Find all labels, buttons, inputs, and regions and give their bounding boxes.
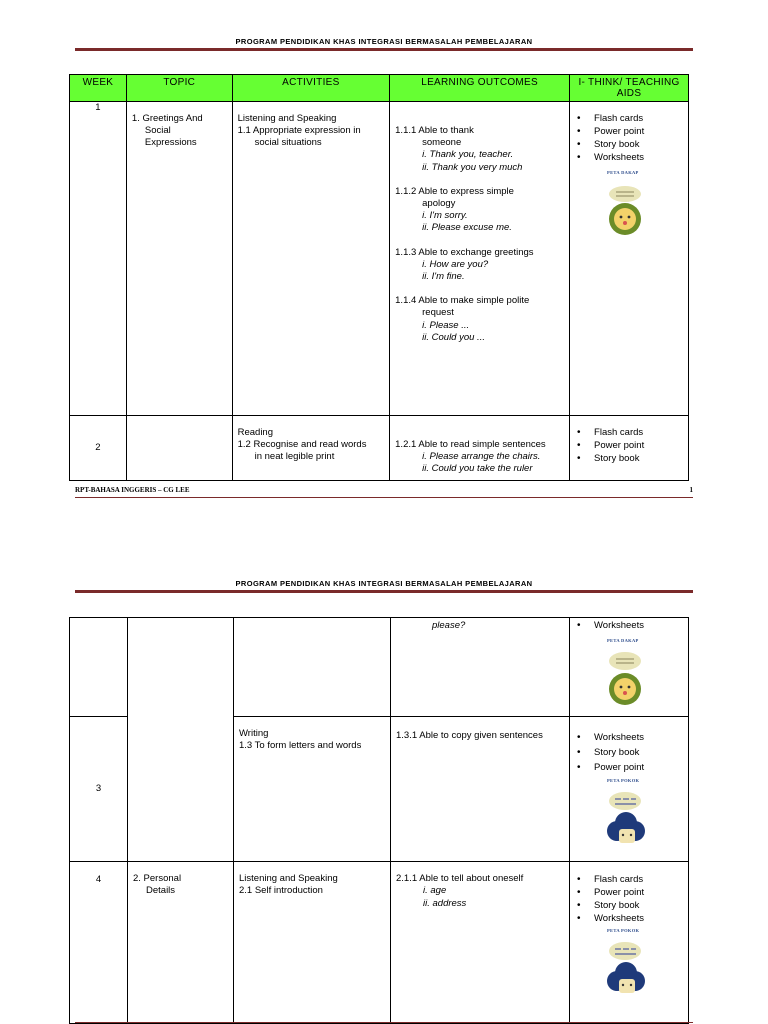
outcome-text: 1.3.1 Able to copy given sentences [396,730,543,741]
bubble-map-icon [605,647,645,707]
footer-rule [75,1022,693,1023]
aids-cell [570,416,689,481]
topic-cell [126,102,232,416]
topic-cell [128,618,234,862]
page-header-title: PROGRAM PENDIDIKAN KHAS INTEGRASI BERMASALAH PEMBELAJARAN [235,579,533,588]
header-learning-outcomes: LEARNING OUTCOMES [390,75,570,102]
activity-text: 1.3 To form letters and words [239,740,362,752]
header-topic: TOPIC [126,75,232,102]
outcome-example: ii. address [423,897,467,909]
aids-list [575,730,683,775]
outcome-block [395,186,564,235]
outcome-example: ii. Please excuse me. [422,222,512,234]
activity-text: in neat legible print [254,451,335,463]
outcomes-cell [390,416,570,481]
list-item: • Flash cards [575,112,683,125]
tree-map-icon [605,787,649,857]
outcome-text: apology [422,198,456,210]
topic-cell [128,862,234,1024]
list-item: • Worksheets [575,912,683,925]
list-item: • Story book [575,138,683,151]
outcome-example: i. Please arrange the chairs. [422,451,541,463]
page-footer [75,486,693,494]
list-item: • Worksheets [575,619,683,632]
aids-cell [570,102,689,416]
week-cell: 3 [70,717,128,862]
outcome-text: 1.1.4 Able to make simple polite [395,295,530,307]
activities-cell [234,618,391,717]
aids-list [575,112,683,164]
week-cell: 2 [70,416,127,481]
activity-skill: Reading [237,427,273,438]
outcome-block [395,295,564,344]
bubble-map-icon [605,179,645,237]
outcome-text: 2.1.1 Able to tell about oneself [396,873,524,885]
activity-text: social situations [254,137,322,149]
list-item: • Worksheets [575,730,683,745]
aids-list [575,619,683,632]
table-row [70,102,689,416]
map-label: PETA POKOK [607,778,640,783]
table-row [70,618,689,717]
list-item: • Power point [575,439,683,452]
list-item: • Flash cards [575,426,683,439]
map-label: PETA DAKAP [607,638,639,643]
topic-cell [126,416,232,481]
aids-cell [570,717,689,862]
outcome-example: i. I'm sorry. [422,210,468,222]
list-item: • Story book [575,745,683,760]
header-week: WEEK [70,75,127,102]
header-rule [75,590,693,593]
list-item: • Power point [575,125,683,138]
topic-text: Expressions [144,137,197,149]
outcome-example: ii. Could you take the ruler [422,463,533,475]
aids-cell [570,618,689,717]
outcome-text: 1.1.1 Able to thank [395,125,474,136]
table-row [70,416,689,481]
outcome-example: i. age [423,885,447,897]
outcome-text: request [422,307,454,319]
outcomes-cell [391,717,570,862]
list-item: • Power point [575,760,683,775]
activity-skill: Listening and Speaking [239,873,338,885]
outcome-example: ii. Thank you very much [422,161,523,173]
activity-text: 2.1 Self introduction [239,885,323,897]
activities-cell [232,416,390,481]
list-item: • Power point [575,886,683,899]
lesson-plan-table [69,617,689,1024]
footer-rule [75,497,693,498]
outcomes-cell [391,618,570,717]
outcome-example: ii. Could you ... [422,331,485,343]
table-row [70,862,689,1024]
outcome-example: i. Please ... [422,319,470,331]
outcome-text: 1.1.3 Able to exchange greetings [395,246,534,258]
outcomes-cell [390,102,570,416]
topic-text: Social [144,125,171,137]
outcome-example: ii. I'm fine. [422,271,465,283]
activity-skill: Writing [239,728,269,739]
map-label: PETA DAKAP [607,170,639,175]
list-item: • Story book [575,452,683,465]
outcome-text: 1.1.2 Able to express simple [395,185,514,197]
page-number: 1 [689,486,693,494]
topic-text: 2. Personal [133,873,182,885]
aids-cell [570,862,689,1024]
outcome-block [395,247,564,284]
list-item: • Worksheets [575,151,683,164]
topic-text: Details [146,885,176,897]
week-cell: 1 [70,102,127,416]
activity-text: 1.2 Recognise and read words [237,439,367,451]
map-label: PETA POKOK [607,928,640,934]
activities-cell [234,862,391,1024]
footer-text: RPT-BAHASA INGGERIS – CG LEE [75,486,190,494]
header-rule [75,48,693,51]
activity-skill: Listening and Speaking [237,113,337,124]
aids-list [575,873,683,925]
topic-text: 1. Greetings And [131,113,203,124]
activities-cell [232,102,390,416]
table-header-row [70,75,689,102]
outcome-example: i. Thank you, teacher. [422,149,514,161]
aids-list [575,426,683,465]
outcomes-cell [391,862,570,1024]
tree-map-icon [605,937,649,1007]
week-cell: 4 [70,862,128,1024]
outcome-block [395,125,564,174]
header-activities: ACTIVITIES [232,75,390,102]
outcome-example: i. How are you? [422,258,489,270]
activities-cell [234,717,391,862]
outcome-text: 1.2.1 Able to read simple sentences [395,439,546,450]
week-cell [70,618,128,717]
header-teaching-aids: I- THINK/ TEACHING AIDS [570,75,689,102]
page-header-title: PROGRAM PENDIDIKAN KHAS INTEGRASI BERMASALAH PEMBELAJARAN [235,37,533,46]
list-item: • Flash cards [575,873,683,886]
lesson-plan-table [69,74,689,481]
list-item: • Story book [575,899,683,912]
outcome-example: please? [432,620,466,631]
outcome-text: someone [422,137,462,149]
activity-text: 1.1 Appropriate expression in [237,125,361,137]
